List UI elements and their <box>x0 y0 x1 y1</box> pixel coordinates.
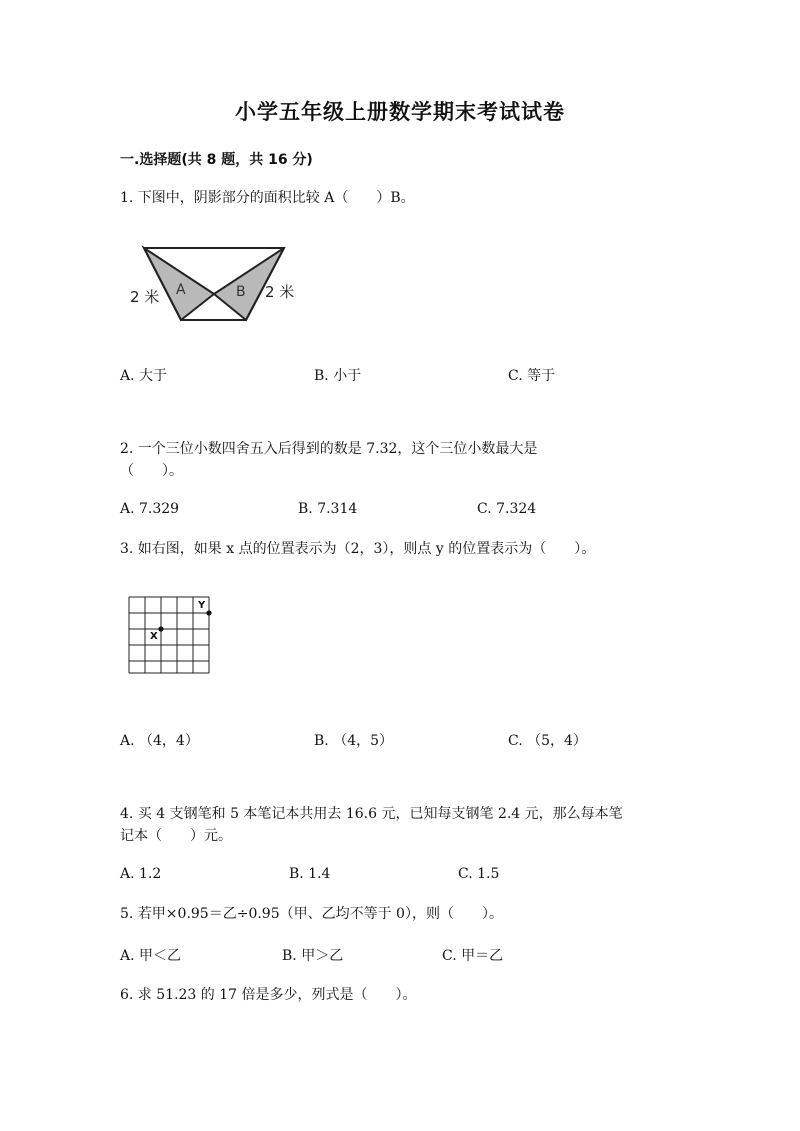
question-5-option-c[interactable]: C. 甲＝乙 <box>442 948 504 964</box>
question-3-option-a[interactable]: A. （4，4） <box>120 733 199 749</box>
question-2-stem-line1: 2. 一个三位小数四舍五入后得到的数是 7.32，这个三位小数最大是 <box>120 441 538 457</box>
question-5-option-b[interactable]: B. 甲＞乙 <box>282 948 344 964</box>
question-3-option-b[interactable]: B. （4，5） <box>314 733 394 749</box>
question-3-grid-figure <box>126 594 216 676</box>
section-heading: 一.选择题(共 8 题，共 16 分) <box>120 152 313 168</box>
question-2-option-a[interactable]: A. 7.329 <box>120 501 180 517</box>
question-3-stem: 3. 如右图，如果 x 点的位置表示为（2，3），则点 y 的位置表示为（ ）。 <box>120 541 596 557</box>
question-5-option-a[interactable]: A. 甲＜乙 <box>120 948 182 964</box>
question-1-figure <box>120 236 310 326</box>
question-2-stem-line2: （ ）。 <box>120 463 183 479</box>
point-y-label: Y <box>198 600 206 611</box>
point-y-marker <box>206 610 211 615</box>
left-side-length: 2 米 <box>130 288 160 306</box>
label-b: B <box>236 284 246 300</box>
question-2-option-b[interactable]: B. 7.314 <box>298 501 358 517</box>
point-x-label: X <box>150 631 158 642</box>
question-1-stem: 1. 下图中，阴影部分的面积比较 A（ ）B。 <box>120 190 415 206</box>
question-1-option-b[interactable]: B. 小于 <box>314 368 362 384</box>
question-4-stem-line2: 记本（ ）元。 <box>120 828 232 844</box>
right-side-length: 2 米 <box>265 283 295 301</box>
question-6-stem: 6. 求 51.23 的 17 倍是多少，列式是（ ）。 <box>120 987 417 1003</box>
point-x-marker <box>158 626 163 631</box>
question-1-option-a[interactable]: A. 大于 <box>120 368 168 384</box>
label-a: A <box>176 282 186 298</box>
question-4-option-b[interactable]: B. 1.4 <box>289 866 331 882</box>
question-4-stem-line1: 4. 买 4 支钢笔和 5 本笔记本共用去 16.6 元，已知每支钢笔 2.4 元，那么每本笔 <box>120 806 623 822</box>
question-3-option-c[interactable]: C. （5，4） <box>508 733 587 749</box>
question-5-stem: 5. 若甲×0.95＝乙÷0.95（甲、乙均不等于 0），则（ ）。 <box>120 906 503 922</box>
question-4-option-a[interactable]: A. 1.2 <box>120 866 162 882</box>
page-title: 小学五年级上册数学期末考试试卷 <box>235 100 565 124</box>
question-1-option-c[interactable]: C. 等于 <box>508 368 556 384</box>
question-4-option-c[interactable]: C. 1.5 <box>458 866 500 882</box>
question-2-option-c[interactable]: C. 7.324 <box>477 501 537 517</box>
